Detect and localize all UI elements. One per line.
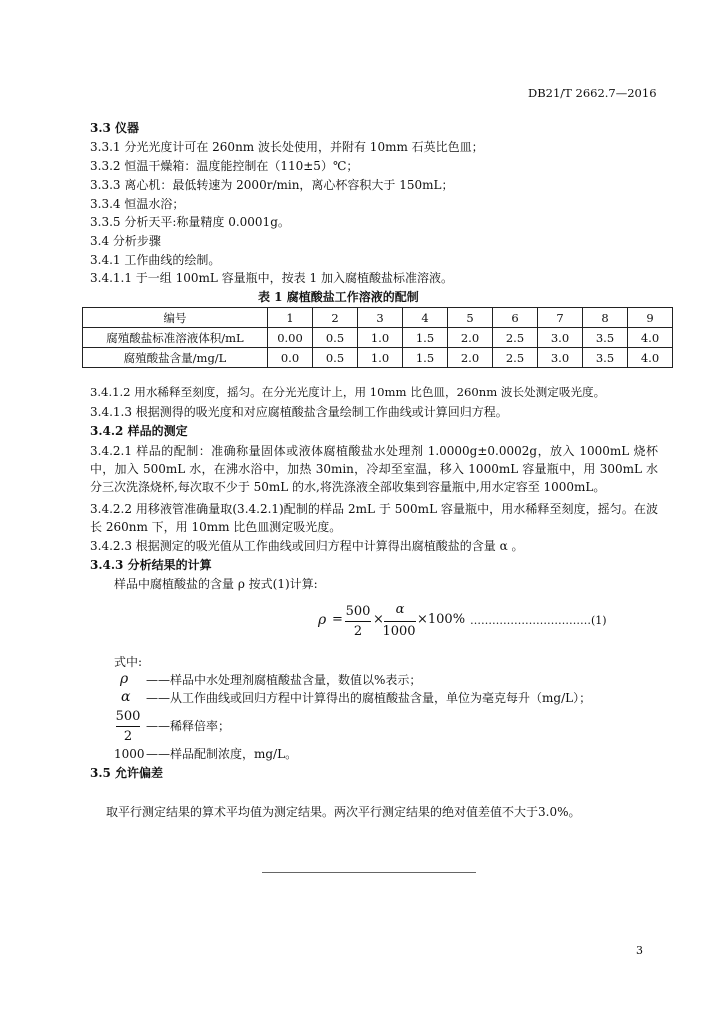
allowable-deviation-text: 取平行测定结果的算术平均值为测定结果。两次平行测定结果的绝对值差值不大于3.0%。 <box>106 805 581 819</box>
section-3-3-4: 3.3.4 恒温水浴； <box>90 197 185 211</box>
table-cell: 1 <box>268 308 313 328</box>
rho-symbol: ρ <box>318 612 327 628</box>
table-cell: 1.5 <box>403 348 448 368</box>
concentration-symbol: 1000 <box>114 747 145 761</box>
table-cell: 0.5 <box>313 328 358 348</box>
times-sign: × <box>373 612 384 627</box>
table-cell: 3.0 <box>538 328 583 348</box>
table-row <box>83 328 673 348</box>
formula-intro: 样品中腐植酸盐的含量 ρ 按式(1)计算: <box>114 577 318 591</box>
table-cell: 0.0 <box>268 348 313 368</box>
section-3-4-1: 3.4.1 工作曲线的绘制。 <box>90 253 221 267</box>
fraction-denominator: 2 <box>353 624 363 639</box>
table-cell: 5 <box>448 308 493 328</box>
section-3-4-3-heading: 3.4.3 分析结果的计算 <box>90 558 212 572</box>
table-cell: 4.0 <box>628 328 673 348</box>
table-cell: 4 <box>403 308 448 328</box>
table-cell: 9 <box>628 308 673 328</box>
table-cell: 2.5 <box>493 328 538 348</box>
section-3-3-1: 3.3.1 分光光度计可在 260nm 波长处使用，并附有 10mm 石英比色皿； <box>90 140 484 154</box>
fraction-bar <box>384 621 416 622</box>
table-cell: 0.00 <box>268 328 313 348</box>
end-rule-divider <box>262 872 476 873</box>
table-cell: 1.0 <box>358 348 403 368</box>
table-cell: 2.5 <box>493 348 538 368</box>
fraction-denominator: 2 <box>123 729 133 744</box>
equals-sign: = <box>332 612 343 627</box>
fraction-bar <box>116 726 140 727</box>
section-3-3-heading: 3.3 仪器 <box>90 121 140 135</box>
table-cell: 2 <box>313 308 358 328</box>
table-cell: 8 <box>583 308 628 328</box>
table-header-row <box>83 308 673 328</box>
fraction-numerator: α <box>395 602 405 617</box>
table-cell: 3.5 <box>583 348 628 368</box>
times-100-percent: ×100% <box>417 612 466 627</box>
table-cell: 3.0 <box>538 348 583 368</box>
table-cell: 3 <box>358 308 403 328</box>
table-row <box>83 348 673 368</box>
section-3-4-2-1: 3.4.2.1 样品的配制：准确称量固体或液体腐植酸盐水处理剂 1.0000g±0.0002g，放入 1000mL 烧杯中，加入 500mL 水，在沸水浴中，加热 30min，冷却至室温，移入 1000mL 容量瓶中，用 300mL 水分三次洗涤烧杯,每次取不少于 50mL 的水,将洗涤液全部收集到容量瓶中,用水定容至 1000mL。 <box>90 444 658 494</box>
concentration-description: ——样品配制浓度，mg/L。 <box>146 747 298 761</box>
table-cell: 1.5 <box>403 328 448 348</box>
table-cell: 0.5 <box>313 348 358 368</box>
table-cell: 2.0 <box>448 328 493 348</box>
section-3-4-2-2: 3.4.2.2 用移液管准确量取(3.4.2.1)配制的样品 2mL 于 500mL 容量瓶中，用水稀释至刻度，摇匀。在波长 260nm 下，用 10mm 比色皿测定吸光度。 <box>90 502 658 534</box>
table-caption: 表 1 腐植酸盐工作溶液的配制 <box>258 290 419 304</box>
document-id-header: DB21/T 2662.7—2016 <box>528 86 657 100</box>
table-cell: 1.0 <box>358 328 403 348</box>
table-cell: 腐殖酸盐含量/mg/L <box>83 348 268 368</box>
fraction-numerator: 500 <box>115 709 141 724</box>
table-cell: 6 <box>493 308 538 328</box>
rho-symbol: ρ <box>120 671 129 687</box>
standard-solution-table <box>82 307 673 368</box>
section-3-3-5: 3.3.5 分析天平:称量精度 0.0001g。 <box>90 215 290 229</box>
table-cell: 7 <box>538 308 583 328</box>
rho-description: ——样品中水处理剂腐植酸盐含量，数值以%表示； <box>146 673 422 687</box>
equation-number: ……………………………(1) <box>470 614 607 627</box>
section-3-4-heading: 3.4 分析步骤 <box>90 234 161 248</box>
section-3-5-heading: 3.5 允许偏差 <box>90 766 164 780</box>
table-cell: 编号 <box>83 308 268 328</box>
table-cell: 4.0 <box>628 348 673 368</box>
section-3-4-1-2: 3.4.1.2 用水稀释至刻度，摇匀。在分光光度计上，用 10mm 比色皿，260nm 波长处测定吸光度。 <box>90 385 606 399</box>
section-3-4-1-1: 3.4.1.1 于一组 100mL 容量瓶中，按表 1 加入腐植酸盐标准溶液。 <box>90 271 453 285</box>
alpha-symbol: α <box>121 689 131 705</box>
table-cell: 3.5 <box>583 328 628 348</box>
section-3-4-2-3: 3.4.2.3 根据测定的吸光值从工作曲线或回归方程中计算得出腐植酸盐的含量 α 。 <box>90 539 524 553</box>
where-label: 式中: <box>114 655 143 669</box>
fraction-denominator: 1000 <box>382 624 416 639</box>
section-3-4-2-heading: 3.4.2 样品的测定 <box>90 424 188 438</box>
dilution-description: ——稀释倍率； <box>146 719 231 733</box>
fraction-bar <box>345 621 371 622</box>
section-3-3-2: 3.3.2 恒温干燥箱：温度能控制在（110±5）℃； <box>90 159 359 173</box>
page-number: 3 <box>636 944 643 957</box>
fraction-numerator: 500 <box>345 604 371 619</box>
table-cell: 腐殖酸盐标准溶液体积/mL <box>83 328 268 348</box>
table-cell: 2.0 <box>448 348 493 368</box>
section-3-3-3: 3.3.3 离心机：最低转速为 2000r/min，离心杯容积大于 150mL； <box>90 178 454 192</box>
alpha-description: ——从工作曲线或回归方程中计算得出的腐植酸盐含量，单位为毫克每升（mg/L）； <box>146 691 592 705</box>
section-3-4-1-3: 3.4.1.3 根据测得的吸光度和对应腐植酸盐含量绘制工作曲线或计算回归方程。 <box>90 405 508 419</box>
